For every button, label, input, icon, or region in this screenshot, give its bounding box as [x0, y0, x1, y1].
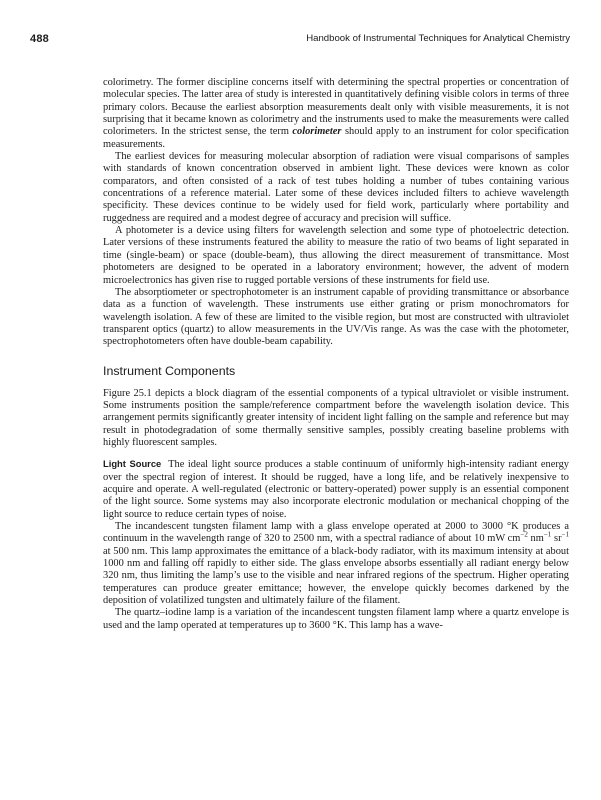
paragraph-photometer: A photometer is a device using filters for wavelength selection and some type of photoelectric detection. Later versions of these instruments featured the ability to measure the ratio of two beams of light separated in time (single-beam) or space (double-beam), thus allowing the direct measurement of transmittance. Most photometers are designed to be operated in a laboratory environment; however, the advent of modern microelectronics has given rise to rugged portable versions of these instruments for field use. [103, 225, 569, 286]
colorimeter-term: colorimeter [292, 126, 342, 138]
body-text [103, 77, 569, 632]
spacer [103, 449, 569, 458]
light-source-runin-heading: Light Source [103, 458, 162, 470]
page-number: 488 [30, 33, 49, 45]
paragraph-quartz-iodine-lamp: The quartz–iodine lamp is a variation of the incandescent tungsten filament lamp where a quartz envelope is used and the lamp operated at temperatures up to 3600 °K. This lamp has a wave- [103, 607, 569, 631]
paragraph-light-source: Light Source The ideal light source produces a stable continuum of uniformly high-intensity radiant energy over the spectral region of interest. It should be rugged, have a long life, and be relatively inexpensive to acquire and operate. A well-regulated (electronic or battery-operated) power supply is an essential component of the light source. Some systems may also incorporate electronic modulation or mechanical chopping of the light source to reduce certain types of noise. [103, 458, 569, 520]
paragraph-colorimetry: colorimetry. The former discipline concerns itself with determining the spectral properties or concentration of molecular species. The latter area of study is interested in quantitatively defining visible colors in terms of three primary colors. Because the earliest absorption measurements dealt only with visible measurements, it is not surprising that it became known as colorimetry and the instruments used to make the measurements were called colorimeters. In the strictest sense, the term colorimeter should apply to an instrument for color specification measurements. [103, 77, 569, 150]
paragraph-tungsten-lamp: The incandescent tungsten filament lamp with a glass envelope operated at 2000 to 3000 °K produces a continuum in the wavelength range of 320 to 2500 nm, with a spectral radiance of about 10 mW $cm^{-2}$ $nm^{-1}$ $sr^{-1}$ at 500 nm. This lamp approximates the emittance of a black-body radiator, with its maximum intensity at about 1000 nm and falling off rapidly to either side. The glass envelope absorbs essentially all radiant energy below 320 nm, thus limiting the lamp’s use to the visible and near infrared regions of the spectrum. Higher operating temperatures can produce greater emittance; however, the envelope quickly becomes darkened by the deposition of volatilized tungsten and ultimately failure of the filament. [103, 521, 569, 607]
page-header [30, 33, 570, 47]
paragraph-block-diagram: Figure 25.1 depicts a block diagram of the essential components of a typical ultraviolet or visible instrument. Some instruments position the sample/reference compartment before the wavelength isolation device. This arrangement permits significantly greater intensity of incident light falling on the sample and reference but may result in photodegradation of some thermally sensitive samples, possibly creating baseline problems with highly fluorescent samples. [103, 387, 569, 448]
section-heading: Instrument Components [103, 363, 236, 378]
running-title: Handbook of Instrumental Techniques for Analytical Chemistry [306, 33, 570, 44]
paragraph-color-comparators: The earliest devices for measuring molecular absorption of radiation were visual comparisons of samples with standards of known concentration observed in ambient light. These devices were known as color comparators, and often consisted of a rack of test tubes holding a number of tubes containing various concentrations of a reference material. Later some of these devices included filters to achieve wavelength specificity. These devices continue to be widely used for field work, particularly where portability and ruggedness are required and a modest degree of accuracy and precision will suffice. [103, 151, 569, 224]
paragraph-spectrophotometer: The absorptiometer or spectrophotometer is an instrument capable of providing transmittance or absorbance data as a function of wavelength. These instruments use either grating or prism monochromators for wavelength isolation. A few of these are limited to the visible region, but most are constructed with ultraviolet transparent optics (quartz) to allow measurements in the UV/Vis range. As was the case with the photometer, spectrophotometers often have double-beam capability. [103, 286, 569, 348]
